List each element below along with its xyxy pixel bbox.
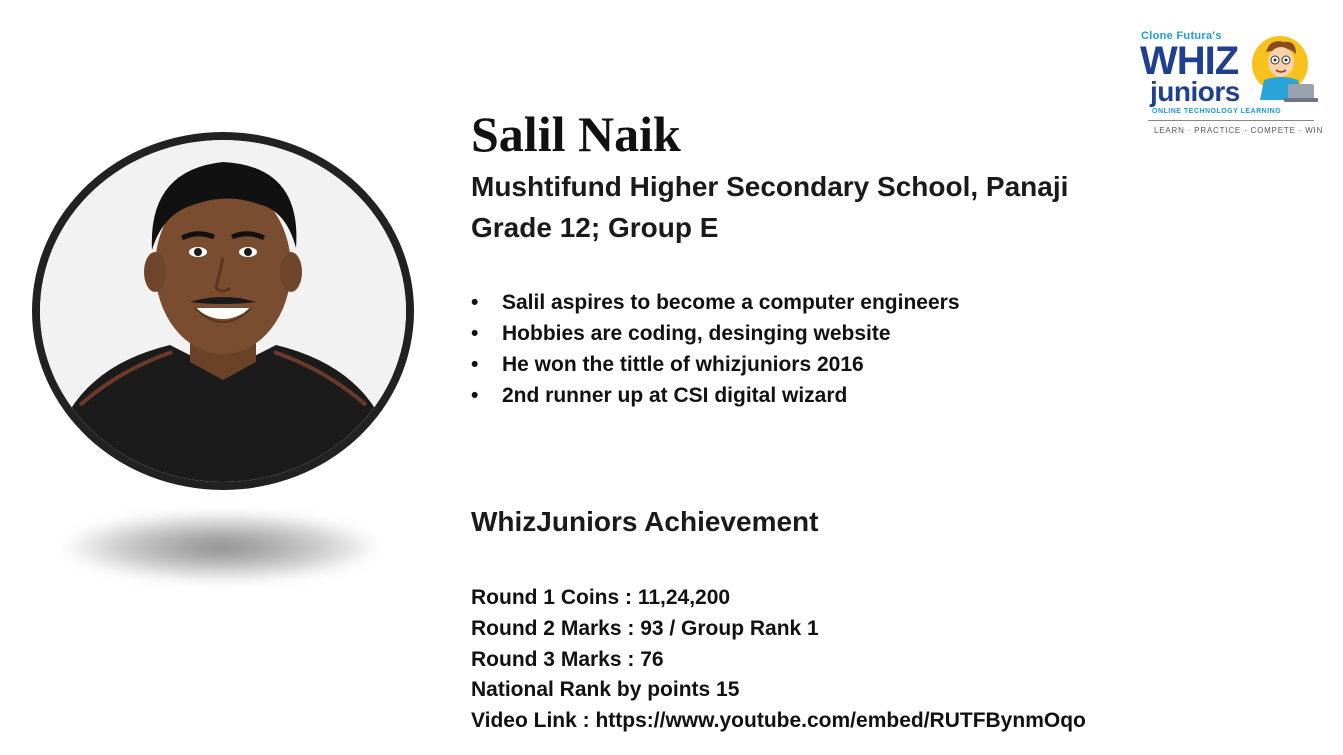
bio-bullet-text: Hobbies are coding, desinging website — [502, 322, 891, 345]
achievement-title: WhizJuniors Achievement — [471, 506, 819, 537]
bio-bullet — [471, 382, 960, 413]
school-name: Mushtifund Higher Secondary School, Panaji — [471, 171, 1069, 202]
logo-divider — [1148, 120, 1314, 121]
bullet-dot-icon: • — [471, 322, 479, 345]
bio-bullet-text: Salil aspires to become a computer engineers — [502, 291, 960, 314]
bio-bullet — [471, 320, 960, 351]
student-portrait-photo — [32, 132, 414, 490]
bio-bullet-text: 2nd runner up at CSI digital wizard — [502, 384, 848, 407]
logo-top-text: Clone Futura's — [1141, 30, 1222, 42]
achievement-round2-marks: Round 2 Marks : 93 / Group Rank 1 — [471, 616, 819, 640]
bio-bullet-list — [471, 289, 960, 413]
bullet-dot-icon: • — [471, 291, 479, 314]
grade-group: Grade 12; Group E — [471, 212, 719, 243]
student-name: Salil Naik — [471, 106, 681, 162]
logo-brand-main: WHIZ — [1140, 39, 1239, 83]
whizjuniors-logo — [1136, 30, 1324, 142]
portrait-shadow — [62, 512, 380, 582]
logo-tagline: LEARN · PRACTICE · COMPETE · WIN — [1154, 126, 1324, 135]
bio-bullet-text: He won the tittle of whizjuniors 2016 — [502, 353, 864, 376]
achievement-video-link[interactable]: Video Link : https://www.youtube.com/embed/RUTFBynmOqo — [471, 709, 1086, 733]
logo-brand-sub: juniors — [1150, 76, 1240, 107]
bullet-dot-icon: • — [471, 384, 479, 407]
achievement-list — [471, 584, 1086, 738]
logo-subtitle: ONLINE TECHNOLOGY LEARNING — [1152, 108, 1282, 115]
bullet-dot-icon: • — [471, 353, 479, 376]
kid-with-laptop-mascot-icon — [1248, 34, 1318, 110]
bio-bullet — [471, 289, 960, 320]
achievement-round3-marks: Round 3 Marks : 76 — [471, 647, 664, 671]
achievement-national-rank: National Rank by points 15 — [471, 678, 740, 702]
bio-bullet — [471, 351, 960, 382]
achievement-round1-coins: Round 1 Coins : 11,24,200 — [471, 586, 731, 609]
